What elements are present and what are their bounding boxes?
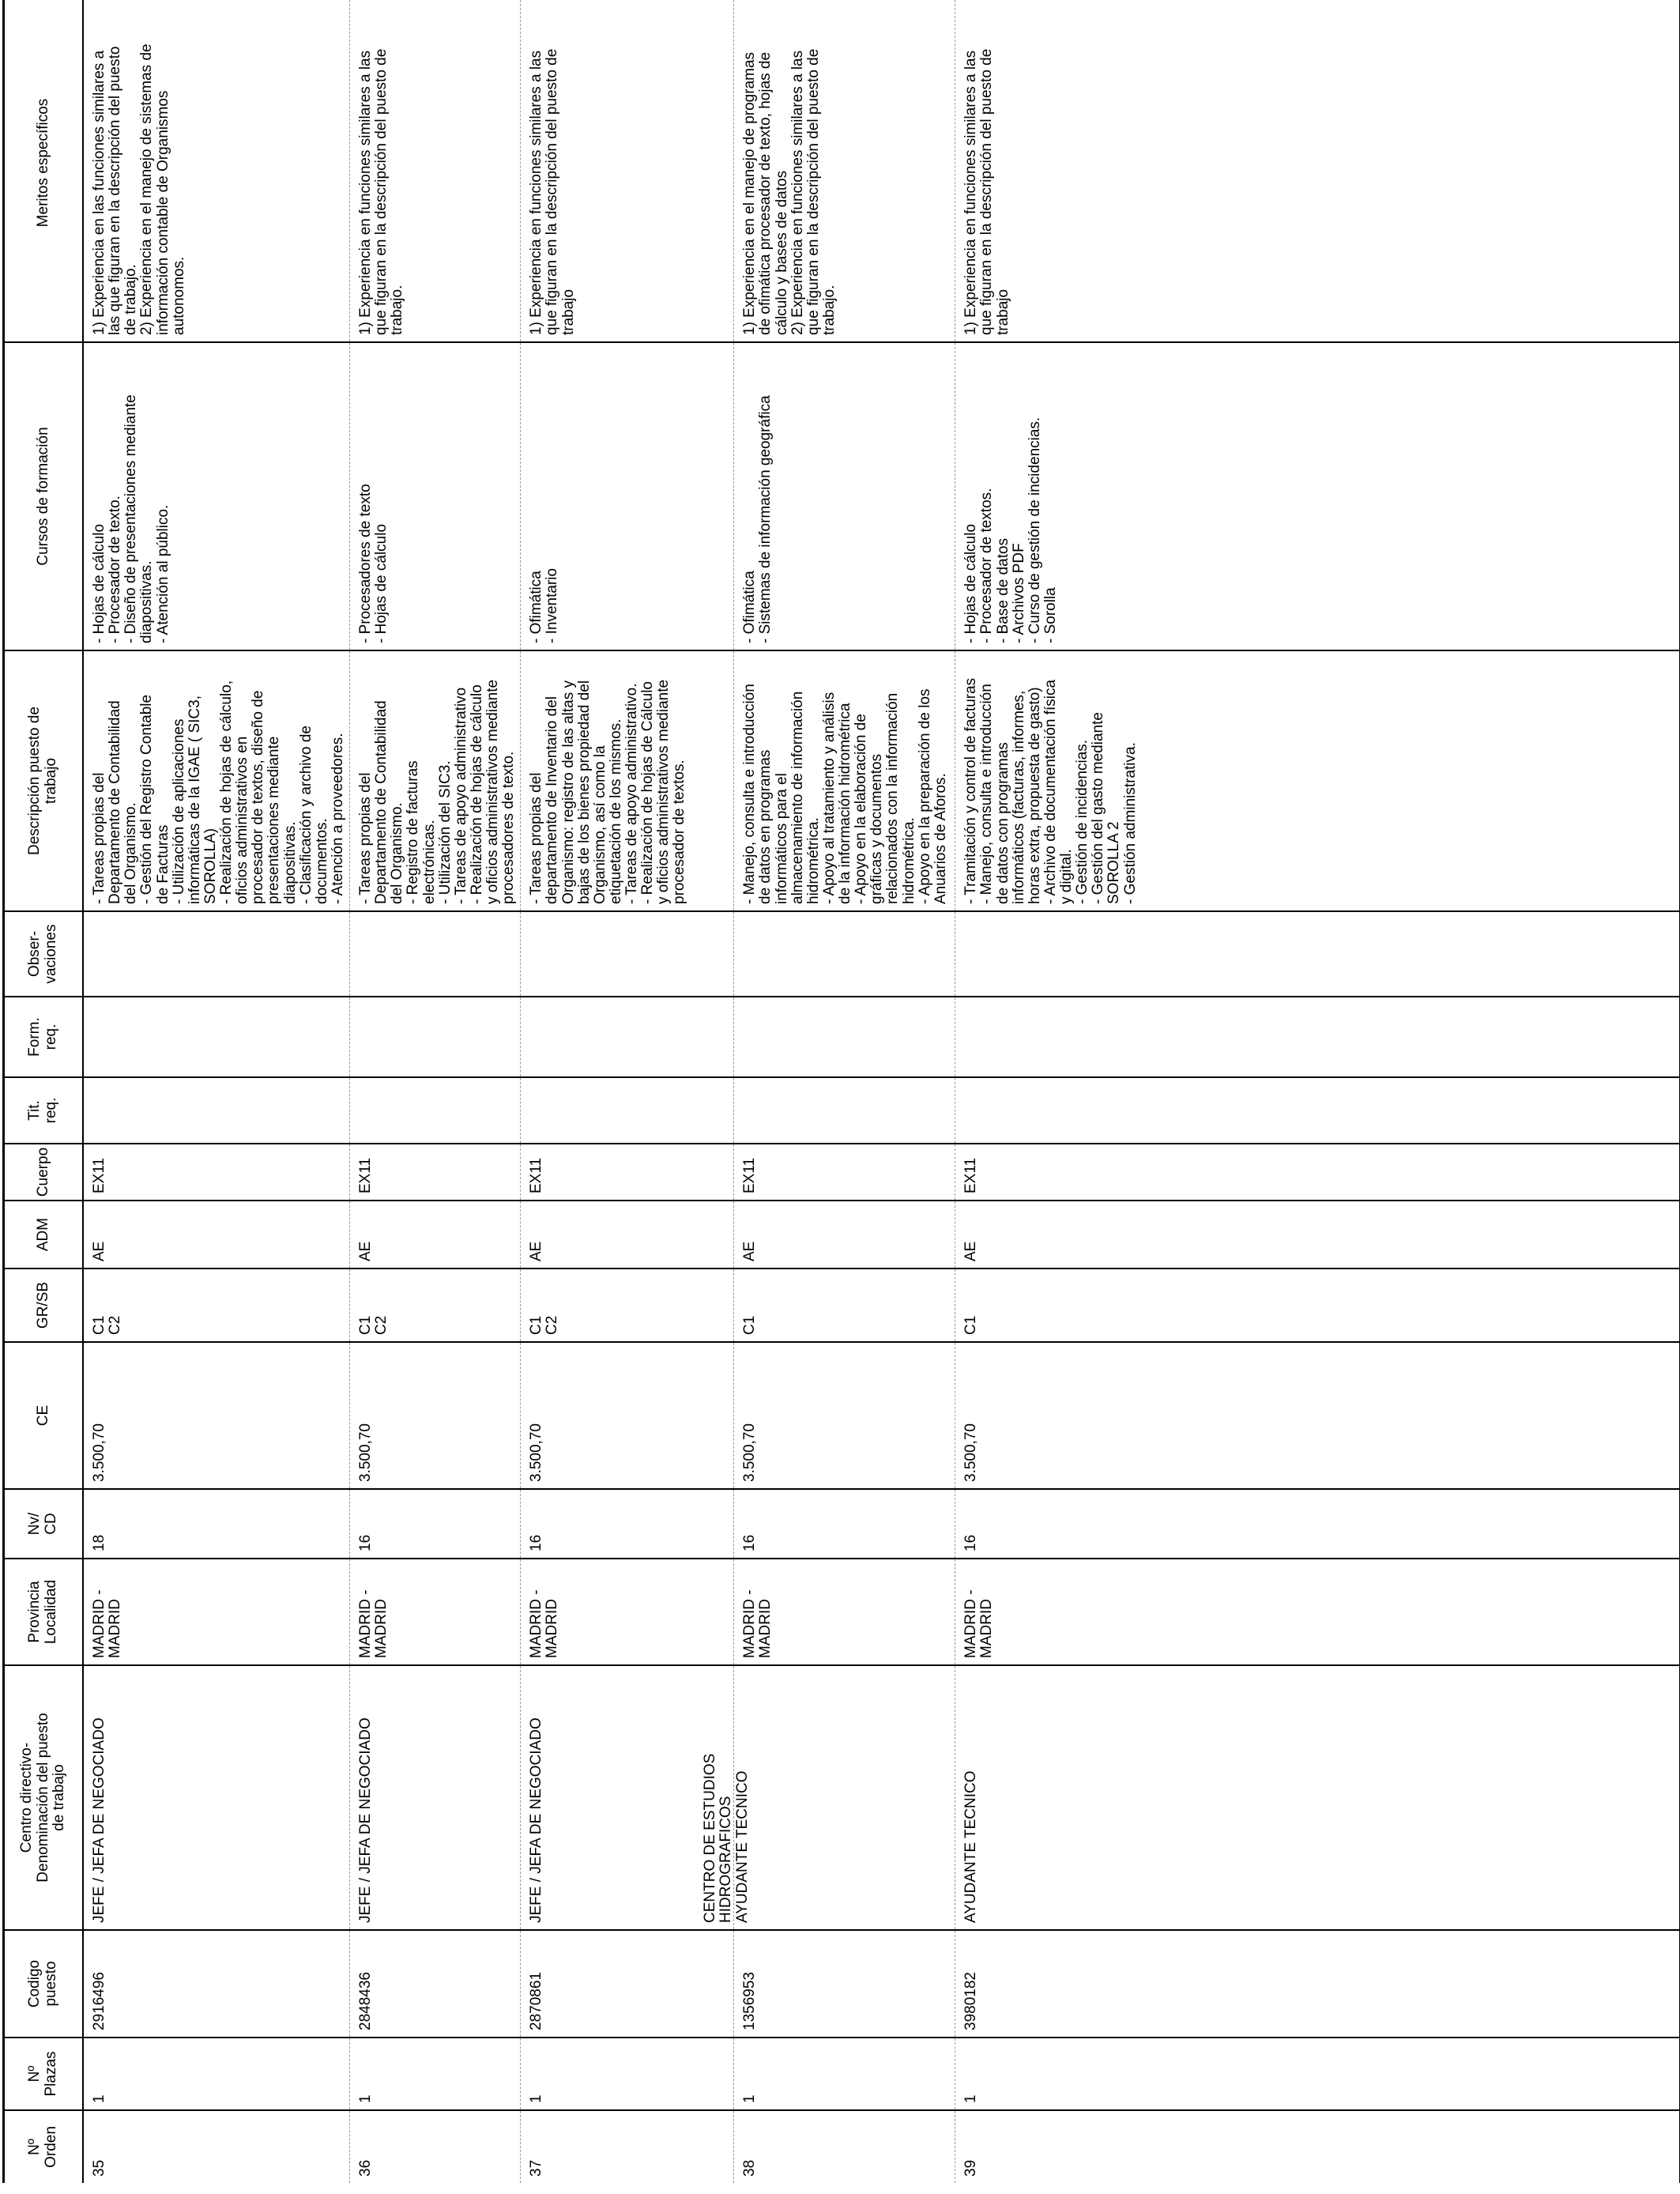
cell-form: [521, 997, 734, 1077]
table-row: [83, 0, 350, 2183]
cell-adm: AE: [350, 1201, 521, 1269]
cell-centro-denominacion: [702, 1665, 955, 1930]
cell-adm: AE: [83, 1201, 350, 1269]
col-header-plazas: Nº Plazas: [4, 2038, 84, 2110]
cell-descripcion: - Tareas propias del Departamento de Contabilidad del Organismo. - Gestión del Registro Contable de Facturas - Utilización de aplicaciones informáticas de la IGAE ( SIC3, SOROLLA) - Realización de hojas de cálculo, oficios administrativos en procesador de textos, diseño de presentaciones mediante diapositivas. - Clasificación y archivo de documentos. - Atención a proveedores.: [83, 650, 350, 911]
cell-adm: AE: [521, 1201, 734, 1269]
cell-cuerpo: EX11: [350, 1144, 521, 1201]
cell-cursos: - Ofimática - Sistemas de información geográfica: [734, 342, 955, 650]
cell-orden: 38: [741, 2159, 759, 2177]
cell-observaciones: [521, 911, 734, 997]
cell-cursos: - Procesadores de texto - Hojas de cálculo: [350, 342, 521, 650]
cell-orden: 36: [357, 2159, 374, 2177]
cell-centro-denominacion: [955, 1665, 1680, 1930]
col-header-codigo: Codigo puesto: [4, 1930, 84, 2038]
cell-cursos: - Ofimática - Inventario: [521, 342, 734, 650]
job-positions-table: [2, 0, 1680, 2183]
cell-orden: 35: [91, 2159, 107, 2177]
table-row: [955, 0, 1680, 2183]
cell-observaciones: [83, 911, 350, 997]
col-header-centro-denominacion: Centro directivo- Denominación del puesto de trabajo: [4, 1665, 84, 1930]
cell-grsb: C1: [955, 1269, 1680, 1342]
cell-meritos: 1) Experiencia en funciones similares a las que figuran en la descripción del puesto de trabajo: [955, 0, 1680, 342]
cell-provincia: MADRID - MADRID: [734, 1559, 955, 1665]
cell-meritos: 1) Experiencia en funciones similares a las que figuran en la descripción del puesto de trabajo: [521, 0, 734, 342]
col-header-adm: ADM: [4, 1201, 84, 1269]
cell-codigo: 2870861: [521, 1930, 734, 2038]
cell-descripcion: - Tareas propias del departamento de Inventario del Organismo: registro de las altas y bajas de los bienes propiedad del Organismo, así como la etiquetación de los mismos. - Tareas de apoyo administrativo. - Realización de hojas de Cálculo y oficios administrativos mediante procesador de textos.: [521, 650, 734, 911]
cell-ce: 3.500,70: [83, 1342, 350, 1489]
cell-adm: AE: [734, 1201, 955, 1269]
cell-codigo: 2848436: [350, 1930, 521, 2038]
cell-descripcion: - Manejo, consulta e introducción de datos en programas informáticos para el almacenamiento de información hidrométrica. - Apoyo al tratamiento y análisis de la información hidrométrica - Apoyo en la elaboración de gráficas y documentos relacionados con la información hidrométrica. - Apoyo en la preparación de los Anuarios de Aforos.: [734, 650, 955, 911]
cell-ce: 3.500,70: [734, 1342, 955, 1489]
cell-codigo: 1356953: [734, 1930, 955, 2038]
cell-nivel: 16: [734, 1489, 955, 1559]
cell-orden: 37: [528, 2159, 545, 2177]
cell-cursos: - Hojas de cálculo - Procesador de texto. - Diseño de presentaciones mediante diapositivas. - Atención al público.: [83, 342, 350, 650]
col-header-cursos: Cursos de formación: [4, 342, 84, 650]
cell-adm: AE: [955, 1201, 1680, 1269]
cell-cuerpo: EX11: [83, 1144, 350, 1201]
cell-tit: [350, 1077, 521, 1144]
col-header-tit: Tit. req.: [4, 1077, 84, 1144]
cell-plazas: 1: [521, 2038, 734, 2110]
cell-tit: [83, 1077, 350, 1144]
table-row: [350, 0, 521, 2183]
cell-grsb: C1: [734, 1269, 955, 1342]
col-header-observaciones: Obser- vaciones: [4, 911, 84, 997]
cell-form: [83, 997, 350, 1077]
cell-tit: [521, 1077, 734, 1144]
cell-grsb: C1 C2: [83, 1269, 350, 1342]
cell-plazas: 1: [955, 2038, 1680, 2110]
cell-meritos: 1) Experiencia en el manejo de programas de ofimática procesador de texto, hojas de cálculo y bases de datos 2) Experiencia en funciones similares a las que figuran en la descripción del puesto de trabajo.: [734, 0, 955, 342]
cell-centro-denominacion: [350, 1665, 521, 1930]
rotated-document-page: [2, 11, 1678, 2183]
cell-cursos: - Hojas de cálculo - Procesador de textos. - Base de datos - Archivos PDF - Curso de gestión de incidencias. - Sorolla: [955, 342, 1680, 650]
cell-centro-denominacion: [83, 1665, 350, 1930]
header-row: [4, 0, 84, 2183]
cell-ce: 3.500,70: [350, 1342, 521, 1489]
cell-denominacion: AYUDANTE TECNICO: [733, 1770, 751, 1923]
cell-nivel: 16: [350, 1489, 521, 1559]
cell-provincia: MADRID - MADRID: [350, 1559, 521, 1665]
cell-denominacion: JEFE / JEFA DE NEGOCIADO: [528, 1717, 545, 1923]
cell-ce: 3.500,70: [521, 1342, 734, 1489]
cell-nivel: 16: [521, 1489, 734, 1559]
cell-plazas: 1: [83, 2038, 350, 2110]
cell-provincia: MADRID - MADRID: [955, 1559, 1680, 1665]
col-header-cuerpo: Cuerpo: [4, 1144, 84, 1201]
cell-descripcion: - Tramitación y control de facturas - Manejo, consulta e introducción de datos con programas informáticos (facturas, informes, horas extra, propuesta de gasto) - Archivo de documentación física y digital. - Gestión de incidencias. - Gestión del gasto mediante SOROLLA 2 - Gestión administrativa.: [955, 650, 1680, 911]
cell-meritos: 1) Experiencia en funciones similares a las que figuran en la descripción del puesto de trabajo.: [350, 0, 521, 342]
cell-cuerpo: EX11: [521, 1144, 734, 1201]
cell-centro: CENTRO DE ESTUDIOS HIDROGRAFICOS: [702, 1753, 735, 1923]
cell-form: [350, 997, 521, 1077]
col-header-meritos: Meritos específicos: [4, 0, 84, 342]
col-header-descripcion: Descripción puesto de trabajo: [4, 650, 84, 911]
cell-nivel: 18: [83, 1489, 350, 1559]
cell-plazas: 1: [734, 2038, 955, 2110]
cell-cuerpo: EX11: [734, 1144, 955, 1201]
cell-tit: [955, 1077, 1680, 1144]
cell-provincia: MADRID - MADRID: [83, 1559, 350, 1665]
cell-form: [734, 997, 955, 1077]
col-header-nivel: Nv/ CD: [4, 1489, 84, 1559]
cell-orden: 39: [962, 2159, 980, 2177]
cell-grsb: C1 C2: [350, 1269, 521, 1342]
col-header-provincia: Provincia Localidad: [4, 1559, 84, 1665]
cell-form: [955, 997, 1680, 1077]
cell-provincia: MADRID - MADRID: [521, 1559, 734, 1665]
cell-observaciones: [734, 911, 955, 997]
cell-nivel: 16: [955, 1489, 1680, 1559]
cell-descripcion: - Tareas propias del Departamento de Contabilidad del Organismo. - Registro de facturas electrónicas. - Utilización del SIC3. - Tareas de apoyo administrativo - Realización de hojas de cálculo y oficios administrativos mediante procesadores de texto.: [350, 650, 521, 911]
col-header-grsb: GR/SB: [4, 1269, 84, 1342]
cell-denominacion: AYUDANTE TECNICO: [962, 1770, 980, 1923]
cell-observaciones: [955, 911, 1680, 997]
cell-codigo: 2916496: [83, 1930, 350, 2038]
table-row: [734, 0, 955, 2183]
cell-codigo: 3980182: [955, 1930, 1680, 2038]
cell-denominacion: JEFE / JEFA DE NEGOCIADO: [357, 1717, 374, 1923]
cell-observaciones: [350, 911, 521, 997]
cell-ce: 3.500,70: [955, 1342, 1680, 1489]
col-header-ce: CE: [4, 1342, 84, 1489]
cell-meritos: 1) Experiencia en las funciones similares a las que figuran en la descripción del puesto de trabajo. 2) Experiencia en el manejo de sistemas de información contable de Organismos autonomos.: [83, 0, 350, 342]
col-header-orden: Nº Orden: [4, 2110, 84, 2183]
col-header-form: Form. req.: [4, 997, 84, 1077]
cell-tit: [734, 1077, 955, 1144]
cell-denominacion: JEFE / JEFA DE NEGOCIADO: [91, 1717, 107, 1923]
cell-plazas: 1: [350, 2038, 521, 2110]
cell-cuerpo: EX11: [955, 1144, 1680, 1201]
cell-grsb: C1 C2: [521, 1269, 734, 1342]
